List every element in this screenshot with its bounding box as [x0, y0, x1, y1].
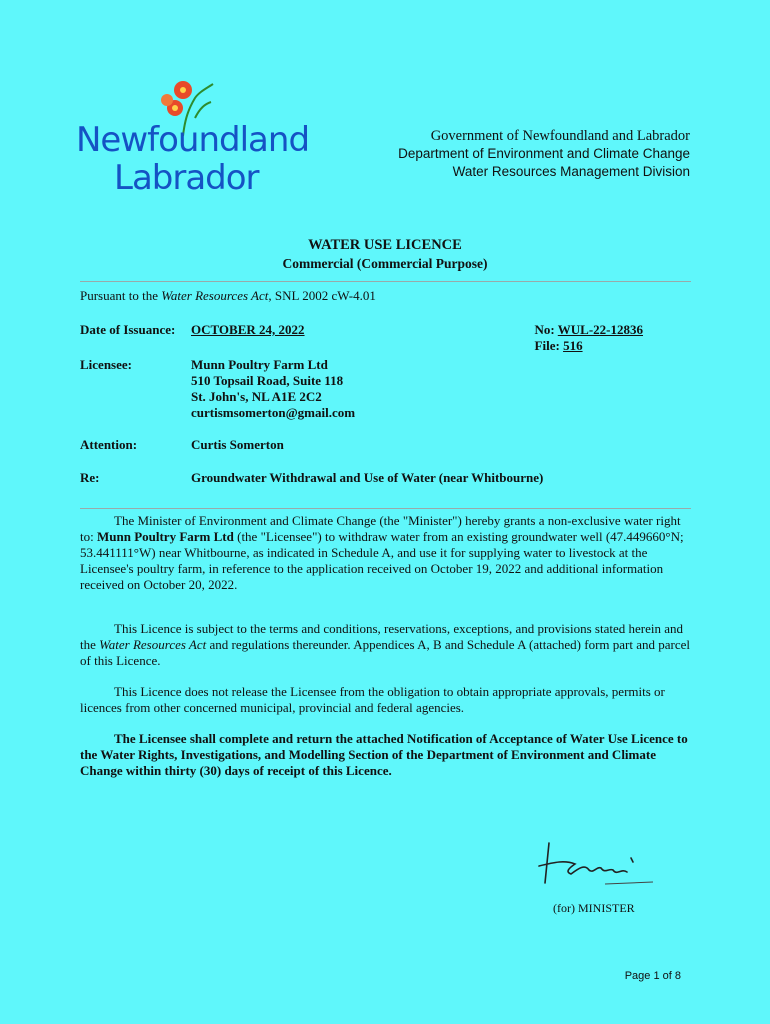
licensee-block [191, 357, 355, 421]
paragraph-terms: This Licence is subject to the terms and conditions, reservations, exceptions, and provisions stated herein and the Water Resources Act and regulations thereunder. Appendices A, B and Schedule A (attached) form part and parcel of this Licence. [80, 621, 690, 668]
licensee-address-line1: 510 Topsail Road, Suite 118 [191, 373, 344, 388]
newfoundland-labrador-logo [70, 78, 310, 200]
paragraph-obligations: This Licence does not release the Licensee from the obligation to obtain appropriate approvals, permits or licences from other concerned municipal, provincial and federal agencies. [80, 684, 665, 715]
act-name: Water Resources Act [161, 288, 269, 303]
licensee-name: Munn Poultry Farm Ltd [191, 357, 328, 372]
re-value: Groundwater Withdrawal and Use of Water (near Whitbourne) [191, 470, 544, 485]
pursuant-line: Pursuant to the Water Resources Act, SNL 2002 cW-4.01 [80, 288, 376, 303]
paragraph-acceptance-notice: The Licensee shall complete and return the attached Notification of Acceptance of Water Use Licence to the Water Rights, Investigations, and Modelling Section of the Department of Environment and Climate Change within thirty (30) days of receipt of this Licence. [80, 731, 688, 778]
licensee-name-inline: Munn Poultry Farm Ltd [96, 529, 234, 544]
licence-number-block [535, 322, 643, 354]
file-label: File: [534, 338, 564, 353]
paragraph-grant: The Minister of Environment and Climate Change (the "Minister") hereby grants a non-exclusive water right to: Munn Poultry Farm Ltd (the "Licensee") to withdraw water from an existing groundwater well (47.449660°N; 53.441111°W) near Whitbourne, as indicated in Schedule A, and use it for supplying water to livestock at the Licensee's poultry farm, in reference to the application received on October 19, 2022 and additional information received on October 20, 2022. [80, 513, 684, 592]
licensee-email: curtismsomerton@gmail.com [191, 405, 356, 420]
re-label: Re: [80, 470, 100, 485]
government-name: Government of Newfoundland and Labrador [430, 128, 690, 144]
act-name-inline: Water Resources Act [99, 637, 207, 652]
file-number: 516 [563, 338, 583, 353]
number-label: No: [534, 322, 558, 337]
licensee-label: Licensee: [80, 357, 132, 372]
document-subtitle: Commercial (Commercial Purpose) [282, 256, 488, 271]
attention-label: Attention: [80, 437, 138, 452]
divider [80, 281, 691, 282]
licence-number: WUL-22-12836 [557, 322, 643, 337]
date-label: Date of Issuance: [80, 322, 176, 337]
document-title: WATER USE LICENCE [308, 237, 462, 253]
signature-caption: (for) MINISTER [553, 901, 635, 915]
licensee-address-line2: St. John's, NL A1E 2C2 [191, 389, 322, 404]
division-name: Water Resources Management Division [452, 164, 690, 179]
logo-word-labrador: Labrador [114, 158, 259, 198]
page-number: Page 1 of 8 [624, 970, 681, 982]
handwritten-signature [535, 838, 655, 890]
logo-word-newfoundland: Newfoundland [76, 120, 310, 160]
department-name: Department of Environment and Climate Change [398, 146, 690, 161]
government-header [398, 127, 690, 181]
date-value: OCTOBER 24, 2022 [191, 322, 305, 337]
divider [80, 508, 691, 509]
attention-value: Curtis Somerton [191, 437, 284, 452]
